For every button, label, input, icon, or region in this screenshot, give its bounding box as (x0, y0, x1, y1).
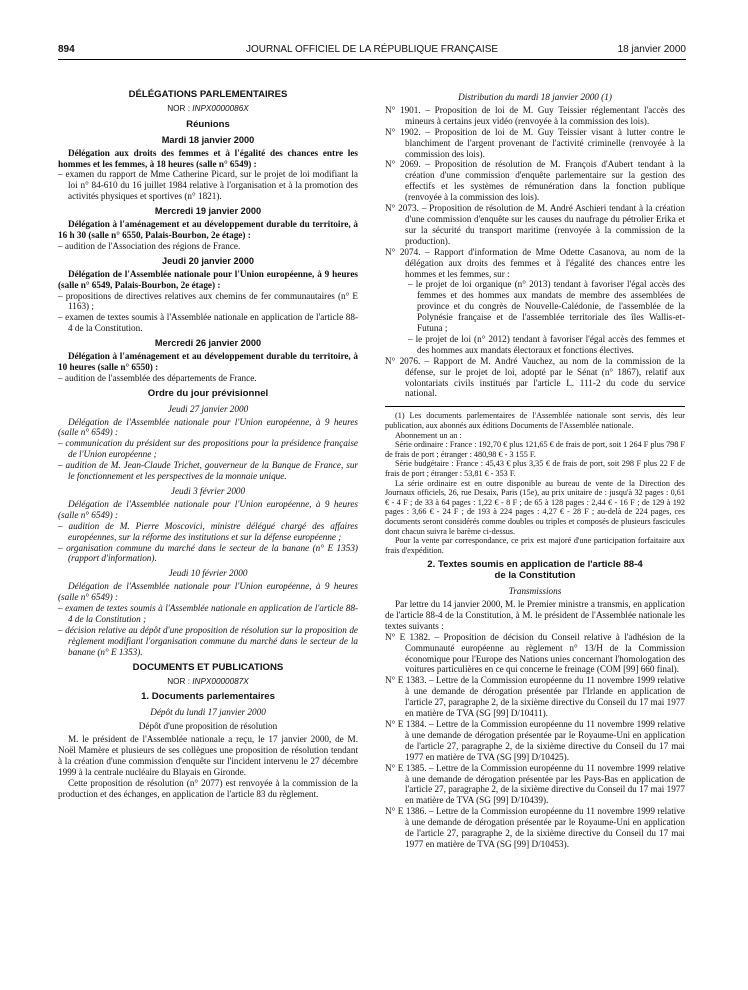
e-document-item: N° E 1383. – Lettre de la Commission européenne du 11 novembre 1999 relative à une demande de dérogation présentée par l'Irlande en application de l'article 27, paragraphe 2, de la sixième directive du Conseil du 17 mai 1977 en matière de TVA (SG [99] D/10411). (385, 675, 686, 719)
e-document-item: N° E 1385. – Lettre de la Commission européenne du 11 novembre 1999 relative à une demande de dérogation présentée par les Pays-Bas en application de l'article 27, paragraphe 2, de la sixième directive du Conseil du 17 mai 1977 en matière de TVA (SG [99] D/10439). (385, 762, 686, 806)
nor-reference (58, 677, 358, 688)
issue-date: 18 janvier 2000 (617, 44, 686, 55)
footnote-text: Pour la vente par correspondance, ce prix est majoré d'une participation forfaitaire aux frais d'expédition. (385, 536, 685, 555)
agenda-item: – audition de M. Pierre Moscovici, ministre délégué chargé des affaires européennes, sur la réforme des institutions et sur la défense européenne ; (58, 520, 358, 542)
header-rule (58, 59, 686, 60)
right-column (385, 92, 685, 850)
document-item: N° 1901. – Proposition de loi de M. Guy Teissier réglementant l'accès des mineurs à certains jeux vidéo (renvoyée à la commission des lois). (385, 104, 685, 126)
agenda-item: – communication du président sur des propositions pour la présidence française de l'Union européenne ; (58, 438, 358, 460)
depot-paragraph: Cette proposition de résolution (n° 2077) est renvoyée à la commission de la production et des échanges, en application de l'article 83 du règlement. (58, 777, 358, 799)
textes-title-line2: de la Constitution (494, 570, 576, 582)
date-heading: Mardi 18 janvier 2000 (161, 134, 255, 145)
document-item: N° 2069. – Proposition de résolution de M. François d'Aubert tendant à la création d'une commission d'enquête parlementaire sur la gestion des effectifs et les systèmes de rémunération dans la fonction publique (renvoyée à la commission des lois). (385, 159, 685, 203)
meeting-text: Délégation aux droits des femmes et à l'égalité des chances entre les hommes et les femmes, à 18 heures (salle n° 6549) : (58, 147, 358, 169)
footnote-text: La série ordinaire est en outre disponible au bureau de vente de la Direction des Journaux officiels, 26, rue Desaix, Paris (15e), au prix unitaire de : jusqu'à 32 pages : 0,61 € - 4 F ; de 33 à 64 pages : 1,22 € - 8 F ; de 65 à 128 pages : 2,44 € - 16 F ; de 129 à 192 pages : 3,66 € - 24 F ; de 193 à 224 pages : 4,27 € - 28 F ; au-delà de 224 pages, ces documents seront considérés comme doubles ou triples et composés de plusieurs fascicules dont chacun suivra le barème ci-dessus. (385, 478, 685, 536)
nor-code: INPX0000087X (192, 676, 249, 686)
nor-prefix: NOR : (167, 103, 193, 113)
agenda-item: – examen de textes soumis à l'Assemblée nationale en application de l'article 88-4 de la Constitution ; (58, 603, 358, 624)
depot-subheading: Dépôt d'une proposition de résolution (138, 721, 278, 732)
agenda-item: – décision relative au dépôt d'une proposition de résolution sur la proposition de règlement modifiant l'organisation commune du marché dans le secteur de la banane (n° E 1353). (58, 624, 358, 657)
document-item: N° 2074. – Rapport d'information de Mme Odette Casanova, au nom de la délégation aux droits des femmes et à l'égalité des chances entre les hommes et les femmes, sur : (385, 246, 685, 279)
transmissions-intro: Par lettre du 14 janvier 2000, M. le Premier ministre a transmis, en application de l'article 88-4 de la Constitution, à M. le président de l'Assemblée nationale les textes suivants : (385, 599, 685, 631)
reunions-title: Réunions (186, 118, 230, 130)
agenda-item: – audition de l'assemblée des départements de France. (58, 372, 257, 383)
footnote-text: Série ordinaire : France : 192,70 € plus 121,65 € de frais de port, soit 1 264 F plus 798 F de frais de port ; étranger : 480,98 € - 3 155 F. (385, 440, 685, 459)
footnote-text: Abonnement un an : (395, 430, 462, 440)
document-sub-item: – le projet de loi (n° 2012) tendant à favoriser l'égal accès des femmes et des hommes aux mandats électoraux et fonctions électives. (408, 333, 685, 355)
left-column (58, 90, 358, 800)
date-heading: Jeudi 27 janvier 2000 (167, 403, 249, 414)
document-item: N° 1902. – Proposition de loi de M. Guy Teissier visant à lutter contre le blanchiment de l'argent provenant de l'activité criminelle (renvoyée à la commission des lois). (385, 126, 685, 159)
agenda-item: – organisation commune du marché dans le secteur de la banane (n° E 1353) (rapport d'information). (58, 542, 358, 564)
date-heading: Jeudi 20 janvier 2000 (162, 255, 254, 266)
meeting-text: Délégation de l'Assemblée nationale pour l'Union européenne, à 9 heures (salle n° 6549) : (58, 498, 358, 520)
distribution-heading: Distribution du mardi 18 janvier 2000 (1) (458, 92, 612, 102)
delegations-title: DÉLÉGATIONS PARLEMENTAIRES (128, 89, 288, 100)
footnote-text: (1) Les documents parlementaires de l'Assemblée nationale sont servis, dès leur publication, aux abonnés aux éditions Documents de l'Assemblée nationale. (385, 411, 685, 430)
documents-title: DOCUMENTS ET PUBLICATIONS (132, 661, 284, 673)
date-heading: Jeudi 3 février 2000 (170, 486, 246, 496)
depot-paragraph: M. le président de l'Assemblée nationale a reçu, le 17 janvier 2000, de M. Noël Mamère et plusieurs de ses collègues une proposition de résolution tendant à la création d'une commission d'enquête sur l'incident intervenu le 27 décembre 1999 à la centrale nucléaire du Blayais en Gironde. (58, 734, 358, 777)
document-item: N° 2076. – Rapport de M. André Vauchez, au nom de la commission de la défense, sur le projet de loi, adopté par le Sénat (n° 1867), relatif aux volontariats civils institués par l'article L. 111-2 du code du service national. (385, 355, 685, 399)
transmissions-heading: Transmissions (508, 586, 562, 597)
nor-reference (58, 104, 358, 115)
footnote-text: Série budgétaire : France : 45,43 € plus 3,35 € de frais de port, soit 298 F plus 22 F de frais de port ; étranger : 53,81 € - 353 F. (385, 459, 685, 478)
agenda-item: – examen du rapport de Mme Catherine Picard, sur le projet de loi modifiant la loi n° 84-610 du 16 juillet 1984 relative à l'organisation et à la promotion des activités physiques et sportives (n° 1821). (58, 169, 358, 202)
e-document-item: N° E 1386. – Lettre de la Commission européenne du 11 novembre 1999 relative à une demande de dérogation présentée par le Royaume-Uni en application de l'article 27, paragraphe 2, de la sixième directive du Conseil du 17 mai 1977 en matière de TVA (SG [99] D/10453). (385, 806, 685, 849)
date-heading: Mercredi 19 janvier 2000 (154, 206, 262, 217)
e-document-item: N° E 1382. – Proposition de décision du Conseil relative à l'adhésion de la Communauté européenne au règlement n° 13/H de la Commission économique pour l'Europe des Nations unies concernant l'homologation des voitures particulières en ce qui concerne le freinage (COM [99] 660 final). (385, 631, 685, 675)
e-document-item: N° E 1384. – Lettre de la Commission européenne du 11 novembre 1999 relative à une demande de dérogation présentée par le Royaume-Uni en application de l'article 27, paragraphe 2, de la sixième directive du Conseil du 17 mai 1977 en matière de TVA (SG [99] D/10425). (385, 718, 685, 762)
meeting-text: Délégation de l'Assemblée nationale pour l'Union européenne, à 9 heures (salle n° 6549) : (58, 416, 358, 438)
nor-prefix: NOR : (167, 676, 193, 686)
date-heading: Mercredi 26 janvier 2000 (154, 338, 262, 349)
page-number: 894 (58, 44, 75, 55)
document-item: N° 2073. – Proposition de résolution de M. André Aschieri tendant à la création d'une commission d'enquête sur les causes du naufrage du pétrolier Erika et sur la sécurité du transport maritime (renvoyée à la commission de la production). (385, 203, 685, 246)
agenda-item: – audition de l'Association des régions de France. (58, 240, 241, 251)
depot-heading: Dépôt du lundi 17 janvier 2000 (150, 707, 266, 718)
agenda-item: – audition de M. Jean-Claude Trichet, gouverneur de la Banque de France, sur le fonctionnement et les perspectives de la monnaie unique. (58, 460, 358, 482)
footnote (385, 411, 685, 555)
footnote-rule (385, 406, 685, 407)
odj-title: Ordre du jour prévisionnel (147, 387, 269, 399)
page-header (58, 44, 686, 58)
meeting-text: Délégation à l'aménagement et au développement durable du territoire, à 16 h 30 (salle n° 6550, Palais-Bourbon, 2e étage) : (58, 219, 358, 240)
document-sub-item: – le projet de loi organique (n° 2013) tendant à favoriser l'égal accès des femmes et des hommes aux mandats de membre des assemblées de province et du congrès de Nouvelle-Calédonie, de l'assemblée de la Polynésie française et de l'assemblée territoriale des îles Wallis-et-Futuna ; (408, 279, 685, 334)
documents-parlementaires-title: 1. Documents parlementaires (141, 691, 275, 703)
meeting-text: Délégation de l'Assemblée nationale pour l'Union européenne, à 9 heures (salle n° 6549, Palais-Bourbon, 2e étage) : (58, 268, 358, 290)
date-heading: Jeudi 10 février 2000 (168, 568, 248, 579)
meeting-text: Délégation à l'aménagement et au développement durable du territoire, à 10 heures (salle n° 6550) : (58, 351, 358, 372)
meeting-text: Délégation de l'Assemblée nationale pour l'Union européenne, à 9 heures (salle n° 6549) : (58, 581, 358, 603)
agenda-item: – examen de textes soumis à l'Assemblée nationale en application de l'article 88-4 de la Constitution. (58, 312, 358, 334)
textes-title-line1: 2. Textes soumis en application de l'article 88-4 (427, 559, 643, 571)
journal-title: JOURNAL OFFICIEL DE LA RÉPUBLIQUE FRANÇAISE (245, 44, 499, 55)
nor-code: INPX0000086X (192, 103, 249, 113)
agenda-item: – propositions de directives relatives aux chemins de fer communautaires (n° E 1163) ; (58, 290, 358, 312)
